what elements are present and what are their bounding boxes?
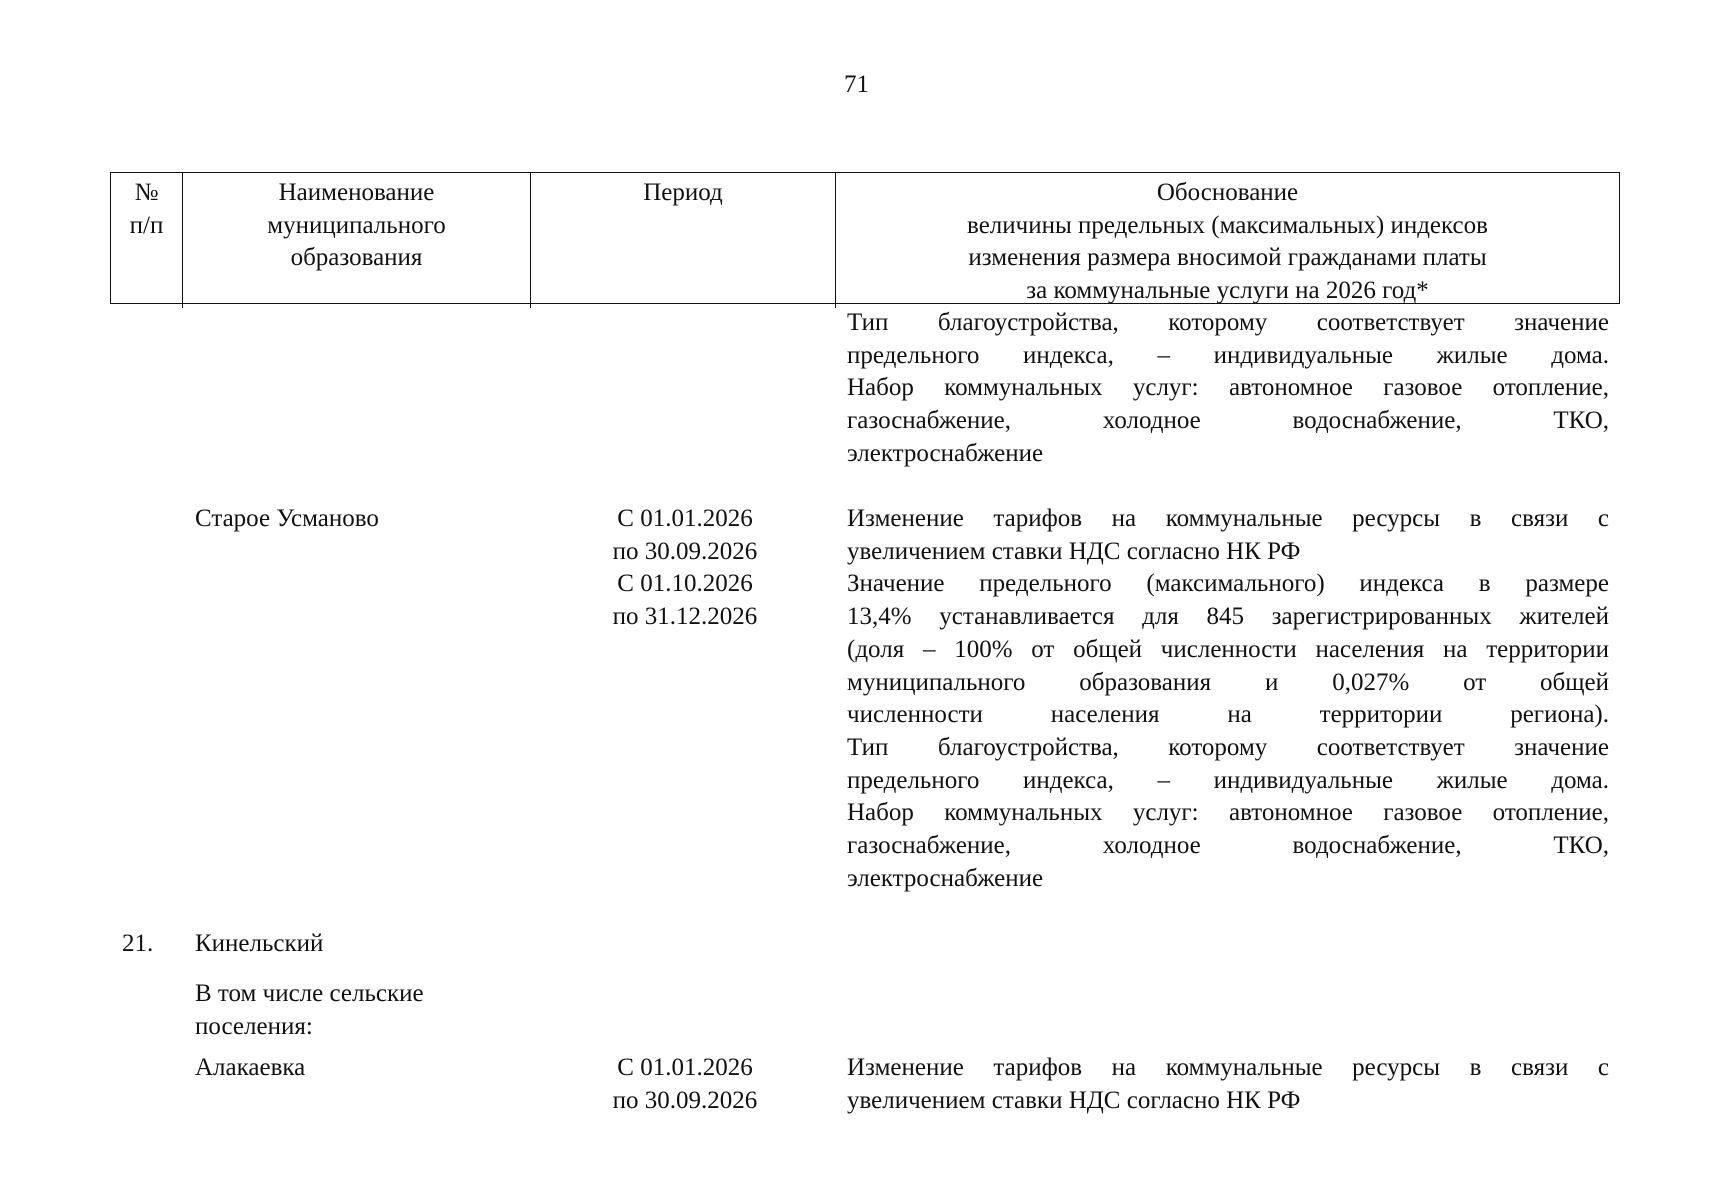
header-justification <box>836 173 1619 308</box>
staroe-just-line-10: Набор коммунальных услуг: автономное газовое отопление, <box>847 799 1609 827</box>
staroe-name-text: Старое Усманово <box>195 505 379 532</box>
kinel-sub-label <box>195 978 495 1043</box>
staroe-just-line-4: 13,4% устанавливается для 845 зарегистрированных жителей <box>847 603 1609 631</box>
top-just-line-2: предельного индекса, – индивидуальные жилые дома. <box>847 341 1609 369</box>
top-just-line-1: Тип благоустройства, которому соответствует значение <box>847 309 1609 336</box>
header-name-line-3: образования <box>290 244 423 272</box>
staroe-just-line-6: муниципального образования и 0,027% от общей <box>847 668 1609 696</box>
kinel-name <box>195 928 495 961</box>
header-justification-line-4: за коммунальные услуги на 2026 год* <box>1026 277 1429 305</box>
kinel-name-text: Кинельский <box>195 930 324 957</box>
kinel-sub-line-2: поселения: <box>195 1012 313 1040</box>
staroe-just-line-12: электроснабжение <box>847 864 1044 892</box>
staroe-period-line-1: С 01.01.2026 <box>617 505 753 532</box>
header-justification-line-3: изменения размера вносимой гражданами платы <box>968 244 1487 272</box>
alakaevka-justification <box>847 1052 1609 1117</box>
top-just-line-4: газоснабжение, холодное водоснабжение, ТКО, <box>847 407 1609 435</box>
staroe-just-line-5: (доля – 100% от общей численности населения на территории <box>847 635 1609 663</box>
staroe-usmanovo-justification <box>847 503 1609 895</box>
top-just-line-5: электроснабжение <box>847 439 1044 467</box>
staroe-period-line-2: по 30.09.2026 <box>612 537 758 565</box>
staroe-period-line-3: С 01.10.2026 <box>617 570 753 598</box>
staroe-just-line-2: увеличением ставки НДС согласно НК РФ <box>847 537 1301 565</box>
staroe-just-line-11: газоснабжение, холодное водоснабжение, ТКО, <box>847 832 1609 860</box>
staroe-usmanovo-name <box>195 503 495 536</box>
staroe-just-line-8: Тип благоустройства, которому соответствует значение <box>847 733 1609 761</box>
kinel-row-number: 21. <box>122 930 154 957</box>
staroe-period-line-4: по 31.12.2026 <box>612 603 758 631</box>
header-name-line-1: Наименование <box>278 179 435 206</box>
staroe-just-line-9: предельного индекса, – индивидуальные жилые дома. <box>847 766 1609 794</box>
alakaevka-just-line-2: увеличением ставки НДС согласно НК РФ <box>847 1086 1301 1114</box>
alakaevka-name-text: Алакаевка <box>195 1054 306 1081</box>
alakaevka-period-line-2: по 30.09.2026 <box>612 1086 758 1114</box>
alakaevka-period <box>570 1052 800 1117</box>
staroe-just-line-7: численности населения на территории региона). <box>847 701 1609 729</box>
header-name-line-2: муниципального <box>267 211 446 239</box>
table-header <box>110 172 1620 304</box>
page-number: 71 <box>844 71 869 98</box>
header-num-line-2: п/п <box>129 211 164 239</box>
kinel-sub-line-1: В том числе сельские <box>195 980 424 1007</box>
alakaevka-name <box>195 1052 495 1085</box>
header-period <box>531 173 836 308</box>
header-justification-line-2: величины предельных (максимальных) индексов <box>967 211 1488 239</box>
top-justification <box>847 307 1609 471</box>
header-num-line-1: № <box>134 179 159 206</box>
header-justification-line-1: Обоснование <box>1156 179 1299 206</box>
header-num <box>111 173 183 308</box>
staroe-just-line-1: Изменение тарифов на коммунальные ресурсы в связи с <box>847 505 1609 532</box>
staroe-usmanovo-period <box>570 503 800 634</box>
header-name <box>183 173 531 308</box>
top-just-line-3: Набор коммунальных услуг: автономное газовое отопление, <box>847 374 1609 402</box>
alakaevka-just-line-1: Изменение тарифов на коммунальные ресурсы в связи с <box>847 1054 1609 1081</box>
header-period-line-1: Период <box>643 179 723 206</box>
alakaevka-period-line-1: С 01.01.2026 <box>617 1054 753 1081</box>
staroe-just-line-3: Значение предельного (максимального) индекса в размере <box>847 570 1609 598</box>
